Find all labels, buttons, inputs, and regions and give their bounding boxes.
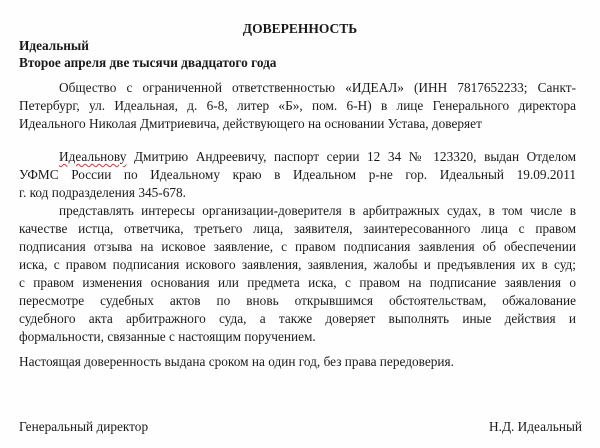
text-line: с правом изменения основания или предмета иска, с правом на подписание заявления о	[19, 275, 576, 290]
text-line: Идеального Николая Дмитриевича, действующего на основании Устава, доверяет	[19, 116, 482, 131]
misspelled-word[interactable]: Идеальнову	[59, 149, 127, 164]
text-line: представлять интересы организации-доверителя в арбитражных судах, в том числе в	[59, 203, 576, 218]
document-title: ДОВЕРЕННОСТЬ	[242, 21, 358, 36]
text-line: иска, с правом подписания искового заявления, заявления, жалобы и предъявления их в суд;	[19, 257, 576, 272]
text-line: судебного акта арбитражного суда, а также доверяет выполнять иные действия и	[19, 311, 576, 326]
validity-statement: Настоящая доверенность выдана сроком на один год, без права передоверия.	[19, 354, 454, 369]
text-line: качестве истца, ответчика, третьего лица, заявителя, заинтересованного лица с правом	[19, 221, 576, 236]
text-line: г. код подразделения 345-678.	[19, 185, 186, 200]
text-line: пересмотре судебных актов по вновь открывшимся обстоятельствам, обжалование	[19, 293, 576, 308]
text-line: формальности, связанные с настоящим поручением.	[19, 329, 316, 344]
text-line: УФМС России по Идеальному краю в Идеальном р-не гор. Идеальный 19.09.2011	[19, 167, 576, 182]
date: Второе апреля две тысячи двадцатого года	[19, 55, 277, 70]
text-line: Идеальнову Дмитрию Андреевичу, паспорт серии 12 34 № 123320, выдан Отделом	[59, 149, 576, 164]
signatory-name: Н.Д. Идеальный	[489, 419, 582, 434]
text-line: Петербург, ул. Идеальная, д. 6-8, литер «Б», пом. 6-Н) в лице Генерального директора	[19, 98, 576, 113]
text-line: Общество с ограниченной ответственностью «ИДЕАЛ» (ИНН 7817652233; Санкт-	[59, 80, 576, 95]
city: Идеальный	[19, 38, 89, 53]
text-line: подписания отзыва на исковое заявление, с правом подписания заявления об обеспечении	[19, 239, 576, 254]
signatory-position: Генеральный директор	[19, 419, 149, 434]
